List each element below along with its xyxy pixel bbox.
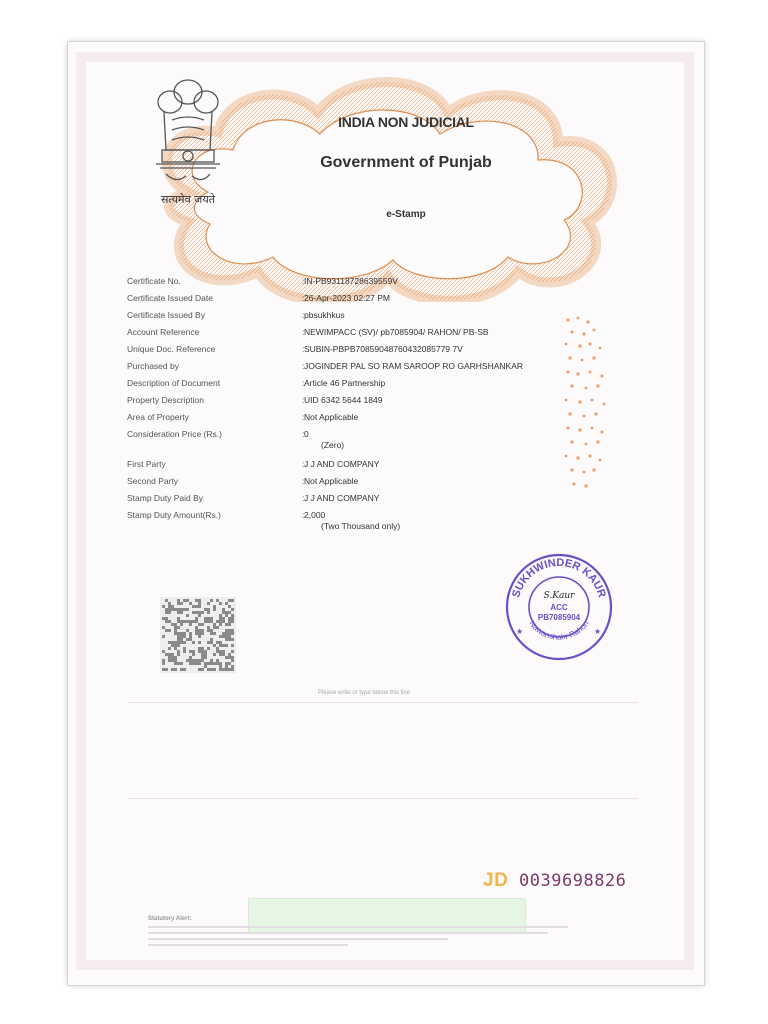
field-subvalue: (Zero) (321, 440, 345, 450)
seal-code: PB7085904 (537, 613, 581, 622)
field-label: Account Reference (127, 327, 200, 337)
field-value: IN-PB93118728639559V (304, 276, 398, 286)
emblem-motto: सत्यमेव जयते (160, 193, 215, 206)
field-value: 2,000 (304, 510, 326, 520)
field-value: Article 46 Partnership (304, 378, 386, 388)
field-value: J J AND COMPANY (304, 459, 380, 469)
field-value: pbsukhkus (304, 310, 345, 320)
field-value: Not Applicable (304, 476, 359, 486)
svg-text:★: ★ (516, 627, 524, 636)
field-label: Certificate No. (127, 276, 181, 286)
field-subvalue: (Two Thousand only) (321, 521, 401, 531)
statutory-alert-text (148, 926, 588, 956)
write-below-line-note: Please write or type below this line (318, 690, 411, 696)
field-label: Area of Property (127, 412, 189, 422)
field-label: Unique Doc. Reference (127, 344, 216, 354)
field-label: Stamp Duty Paid By (127, 493, 204, 503)
stamp-paper: सत्यमेव जयते INDIA NON JUDICIAL Government of Punjab e-Stamp Certificate No. : IN-PB93118728639559V Certificate Issued Date : 26-Apr-2023 02:27 PM Certificate Issued By : pbsukhkus Account Reference : NEWIMPACC (SV)/ pb7085904/ RAHON/ PB-SB Unique Doc. Reference : SUBIN-PBPB70859048760432085779 7V Purchased by : JOGINDER PAL SO RAM SAROOP RO GARHSHANKAR Description of Document : Article 46 Partnership Property Description : UID 6342 5644 1849 Area of Property : Not Applicable Consideration Price (Rs.) : 0 (Zero) First Party : J J AND COMPANY Second Party : Not Applicable Stamp Duty Paid By : J J AND COMPANY Stamp Duty Amount(Rs.) : 2,000 (Two Thousand only) SUKHWINDER KAUR Nawanshahr Rahon S.Kaur ACC PB7085904 ★ ★ Please write or type below this line JD 0039698826 Statutory Alert: (68, 42, 704, 985)
field-value: 0 (304, 429, 309, 439)
field-value: NEWIMPACC (SV)/ pb7085904/ RAHON/ PB-SB (304, 327, 489, 337)
serial-number (483, 870, 626, 892)
field-value: SUBIN-PBPB70859048760432085779 7V (304, 344, 463, 354)
seal-name: SUKHWINDER KAUR (510, 556, 608, 600)
field-value: Not Applicable (304, 412, 359, 422)
field-label: First Party (127, 459, 166, 469)
seal-place: Nawanshahr Rahon (527, 619, 591, 642)
security-dot-pattern (560, 314, 618, 494)
document-title: INDIA NON JUDICIAL (338, 114, 474, 130)
field-label: Second Party (127, 476, 179, 486)
divider (128, 702, 638, 703)
field-label: Consideration Price (Rs.) (127, 429, 222, 439)
field-value: UID 6342 5644 1849 (304, 395, 383, 405)
government-name: Government of Punjab (320, 154, 492, 171)
serial-digits: 0039698826 (519, 871, 627, 891)
field-label: Property Description (127, 395, 205, 405)
serial-prefix: JD (483, 870, 509, 891)
field-label: Description of Document (127, 378, 221, 388)
statutory-alert-heading: Statutory Alert: (148, 916, 192, 922)
field-value: 26-Apr-2023 02:27 PM (304, 293, 390, 303)
officer-signature: S.Kaur (543, 591, 575, 601)
stamp-type: e-Stamp (386, 209, 426, 220)
officer-seal-stamp (504, 552, 614, 662)
field-value: J J AND COMPANY (304, 493, 380, 503)
field-label: Certificate Issued By (127, 310, 205, 320)
svg-text:★: ★ (594, 627, 602, 636)
field-label: Stamp Duty Amount(Rs.) (127, 510, 222, 520)
svg-text:Nawanshahr Rahon (527, 619, 590, 641)
qr-code (160, 597, 236, 673)
divider (128, 798, 638, 799)
seal-role: ACC (550, 603, 568, 612)
field-label: Certificate Issued Date (127, 293, 213, 303)
field-label: Purchased by (127, 361, 179, 371)
field-value: JOGINDER PAL SO RAM SAROOP RO GARHSHANKAR (304, 361, 523, 371)
